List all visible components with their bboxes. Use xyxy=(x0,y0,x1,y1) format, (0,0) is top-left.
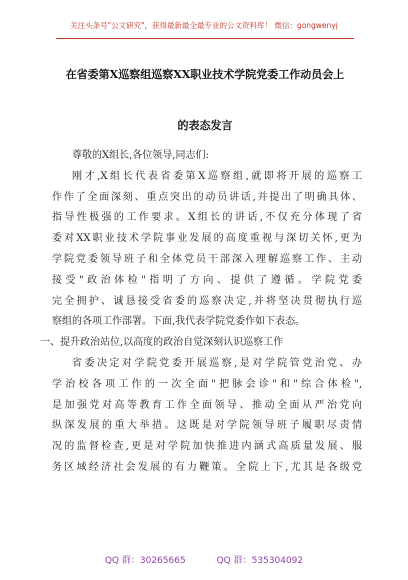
body-line: 指导性极强的工作要求。X组长的讲话,不仅充分体现了省 xyxy=(52,212,362,224)
body-line: 务区域经济社会发展的有力鞭策。全院上下,尤其是各级党 xyxy=(52,461,362,473)
document-title-line-2: 的表态发言 xyxy=(177,119,233,132)
body-line: 况的监督检查,更是对学院加快推进内涵式高质量发展、服 xyxy=(52,441,362,453)
section-heading: 一、提升政治站位,以高度的政治自觉深刻认识巡察工作 xyxy=(40,337,284,349)
header-banner: 关注头条号"公文研究"，获得最新最全最专业的公文资料库！ 微信：gongwenyj xyxy=(70,21,338,30)
footer xyxy=(0,552,408,570)
body-line: 委对XX职业技术学院事业发展的高度重视与深切关怀,更为 xyxy=(52,233,362,245)
body-line: 是加强党对高等教育工作全面领导、推动全面从严治党向 xyxy=(52,399,362,411)
body-line: 接受"政治体检"指明了方向、提供了遵循。学院党委 xyxy=(52,274,362,286)
footer-qq-group-2: QQ 群：535304092 xyxy=(216,556,304,566)
body-line: 纵深发展的重大举措。这既是对学院领导班子履职尽责情 xyxy=(52,420,362,432)
body-line: 刚才,X组长代表省委第X巡察组,就即将开展的巡察工 xyxy=(72,170,362,182)
salutation: 尊敬的X组长,各位领导,同志们: xyxy=(72,150,209,161)
body-line: 学治校各项工作的一次全面"把脉会诊"和"综合体检", xyxy=(52,378,362,390)
document-title-line-1: 在省委第X巡察组巡察XX职业技术学院党委工作动员会上 xyxy=(65,68,345,81)
body-line: 察组的各项工作部署。下面,我代表学院党委作如下表态。 xyxy=(52,316,306,328)
header-divider xyxy=(56,38,354,39)
document-body xyxy=(40,146,362,479)
body-line: 作作了全面深刻、重点突出的动员讲话,并提出了明确具体、 xyxy=(52,191,362,203)
body-line: 省委决定对学院党委开展巡察,是对学院管党治党、办 xyxy=(72,357,362,369)
footer-qq-group-1: QQ 群：30265665 xyxy=(104,556,186,566)
body-line: 学院党委领导班子和全体党员干部深入理解巡察工作、主动 xyxy=(52,253,362,265)
body-line: 完全拥护、诚恳接受省委的巡察决定,并将坚决贯彻执行巡 xyxy=(52,295,362,307)
